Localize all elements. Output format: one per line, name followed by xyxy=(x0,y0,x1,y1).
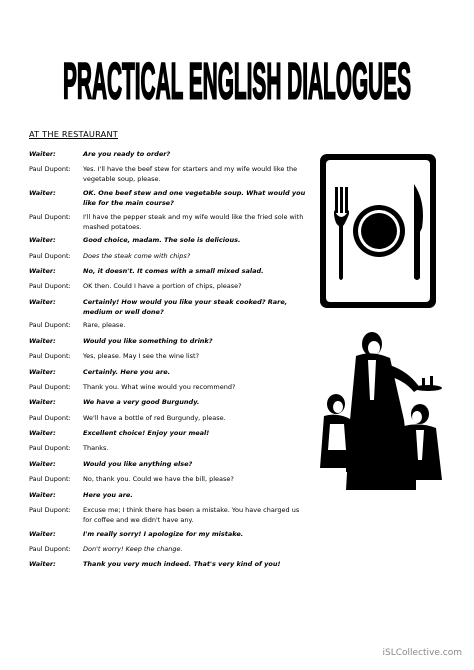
waiter-line xyxy=(29,397,311,407)
waiter-line xyxy=(29,188,311,208)
guest-line xyxy=(29,382,311,392)
waiter-line xyxy=(29,490,311,500)
waiter-line xyxy=(29,559,311,569)
speaker-label: Paul Dupont: xyxy=(29,475,71,484)
speech-text: No, thank you. Could we have the bill, please? xyxy=(83,475,234,484)
speech-text: Would you like something to drink? xyxy=(83,336,213,345)
speaker-label: Waiter: xyxy=(29,266,56,275)
guest-line xyxy=(29,544,311,554)
waiter-line xyxy=(29,336,311,346)
waiter-line xyxy=(29,459,311,469)
dialogue xyxy=(29,149,311,575)
speech-text: OK. One beef stew and one vegetable soup. What would you like for the main course? xyxy=(83,188,306,207)
speaker-label: Paul Dupont: xyxy=(29,251,71,260)
speaker-label: Paul Dupont: xyxy=(29,413,71,422)
speaker-label: Waiter: xyxy=(29,150,56,158)
speech-text: We have a very good Burgundy. xyxy=(83,398,200,407)
speech-text: Rare, please. xyxy=(83,321,126,330)
speaker-label: Waiter: xyxy=(29,188,56,197)
speaker-label: Paul Dupont: xyxy=(29,444,71,453)
speaker-label: Waiter: xyxy=(29,459,56,468)
page-title xyxy=(60,42,414,108)
waiter-line xyxy=(29,367,311,377)
speech-text: We'll have a bottle of red Burgundy, please. xyxy=(83,413,226,422)
speaker-label: Waiter: xyxy=(29,560,56,569)
footer-watermark: iSLCollective.com xyxy=(382,648,462,658)
guest-line xyxy=(29,320,311,330)
guest-line xyxy=(29,281,311,291)
speaker-label: Waiter: xyxy=(29,398,56,407)
speaker-label: Waiter: xyxy=(29,367,56,376)
speech-text: Good choice, madam. The sole is delicious. xyxy=(83,236,241,245)
speech-text: Would you like anything else? xyxy=(83,459,193,468)
speaker-label: Waiter: xyxy=(29,236,56,245)
waiter-line xyxy=(29,266,311,276)
guest-line xyxy=(29,351,311,361)
section-heading: AT THE RESTAURANT xyxy=(29,129,119,139)
speech-text: Thanks. xyxy=(83,444,109,453)
speech-text: Thank you very much indeed. That's very kind of you! xyxy=(83,560,281,569)
speech-text: I'll have the pepper steak and my wife would like the fried sole with mashed potatoes. xyxy=(83,212,304,231)
speech-text: OK then. Could I have a portion of chips, please? xyxy=(83,282,242,291)
speech-text: Does the steak come with chips? xyxy=(83,251,191,260)
speaker-label: Paul Dupont: xyxy=(29,165,71,174)
speech-text: I'm really sorry! I apologize for my mistake. xyxy=(83,529,244,538)
speech-text: Excellent choice! Enjoy your meal! xyxy=(83,429,210,438)
speaker-label: Waiter: xyxy=(29,490,56,499)
waiter-line xyxy=(29,428,311,438)
guest-line xyxy=(29,443,311,453)
speech-text: Thank you. What wine would you recommend? xyxy=(83,382,236,391)
speech-text: Don't worry! Keep the change. xyxy=(83,545,183,553)
speaker-label: Waiter: xyxy=(29,336,56,345)
waiter-line xyxy=(29,149,311,159)
guest-line xyxy=(29,505,311,525)
speaker-label: Waiter: xyxy=(29,429,56,438)
speaker-label: Paul Dupont: xyxy=(29,321,71,330)
speech-text: Certainly. Here you are. xyxy=(83,367,171,376)
guest-line xyxy=(29,251,311,261)
speaker-label: Waiter: xyxy=(29,297,56,306)
waiter-line xyxy=(29,529,311,539)
speech-text: Are you ready to order? xyxy=(83,150,171,158)
restaurant-cutlery-icon xyxy=(318,152,438,310)
speaker-label: Waiter: xyxy=(29,529,56,538)
speaker-label: Paul Dupont: xyxy=(29,506,71,515)
speech-text: Certainly! How would you like your steak cooked? Rare, medium or well done? xyxy=(83,297,288,316)
guest-line xyxy=(29,474,311,484)
speech-text: No, it doesn't. It comes with a small mixed salad. xyxy=(83,266,264,275)
speech-text: Yes. I'll have the beef stew for starters and my wife would like the vegetable soup, please. xyxy=(83,165,298,184)
speech-text: Excuse me; I think there has been a mistake. You have charged us for coffee and we didn't have any. xyxy=(83,506,300,525)
guest-line xyxy=(29,212,311,232)
speaker-label: Paul Dupont: xyxy=(29,282,71,291)
speech-text: Here you are. xyxy=(83,490,133,499)
speaker-label: Paul Dupont: xyxy=(29,545,71,553)
waiter-serving-illustration xyxy=(316,330,446,490)
speaker-label: Paul Dupont: xyxy=(29,352,71,361)
guest-line xyxy=(29,164,311,184)
waiter-line xyxy=(29,235,311,245)
waiter-line xyxy=(29,297,311,317)
guest-line xyxy=(29,413,311,423)
speaker-label: Paul Dupont: xyxy=(29,382,71,391)
page-title-text: PRACTICAL ENGLISH DIALOGUES xyxy=(63,52,411,108)
speech-text: Yes, please. May I see the wine list? xyxy=(83,352,200,361)
speaker-label: Paul Dupont: xyxy=(29,212,71,221)
